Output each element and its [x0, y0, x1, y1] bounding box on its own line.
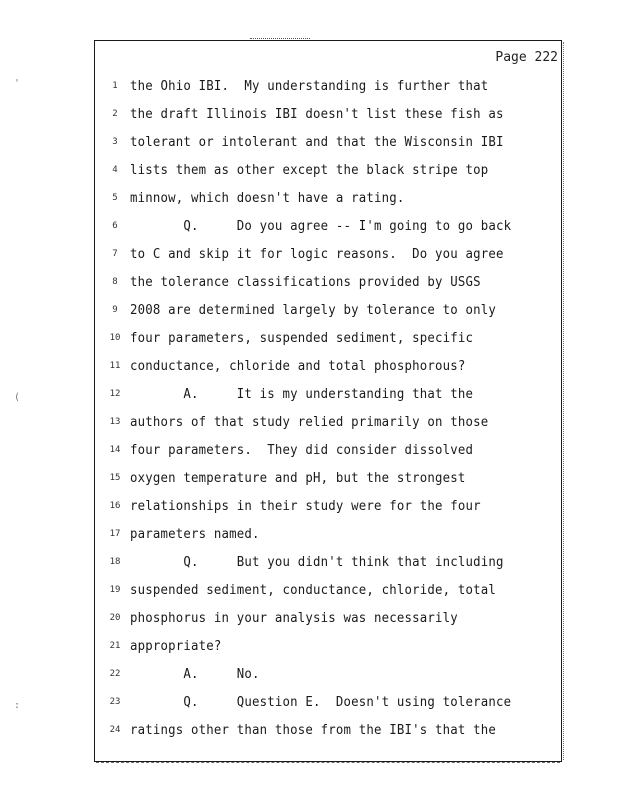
transcript-line: [100, 576, 560, 604]
line-text: A. It is my understanding that the: [130, 386, 474, 402]
scan-bottom-noise: [96, 758, 560, 763]
line-text: 2008 are determined largely by tolerance to only: [130, 302, 497, 318]
line-number: 5: [112, 193, 118, 203]
line-number: 3: [112, 137, 118, 147]
line-text: minnow, which doesn't have a rating.: [130, 190, 405, 206]
line-text: phosphorus in your analysis was necessarily: [130, 610, 458, 626]
line-number: 13: [109, 417, 121, 427]
line-number: 6: [112, 221, 118, 231]
line-number: 24: [109, 725, 121, 735]
line-number: 19: [109, 585, 121, 595]
transcript-line: [100, 492, 560, 520]
line-number: 18: [109, 557, 121, 567]
line-number: 7: [112, 249, 118, 259]
line-text: the tolerance classifications provided by USGS: [130, 274, 481, 290]
line-text: conductance, chloride and total phosphorous?: [130, 358, 466, 374]
transcript-line: [100, 100, 560, 128]
line-text: relationships in their study were for the four: [130, 498, 481, 514]
line-number: 23: [109, 697, 121, 707]
line-number: 8: [112, 277, 118, 287]
line-number: 4: [112, 165, 118, 175]
transcript-line: [100, 688, 560, 716]
line-text: oxygen temperature and pH, but the strongest: [130, 470, 466, 486]
line-number: 20: [109, 613, 121, 623]
line-text: tolerant or intolerant and that the Wisconsin IBI: [130, 134, 504, 150]
line-text: the Ohio IBI. My understanding is further that: [130, 78, 489, 94]
transcript-line: [100, 296, 560, 324]
line-text: A. No.: [130, 666, 260, 682]
transcript-line: [100, 240, 560, 268]
line-text: parameters named.: [130, 526, 260, 542]
transcript-line: [100, 464, 560, 492]
transcript-line: [100, 632, 560, 660]
line-text: the draft Illinois IBI doesn't list these fish as: [130, 106, 504, 122]
transcript-line: [100, 380, 560, 408]
line-number: 21: [109, 641, 121, 651]
line-text: four parameters, suspended sediment, specific: [130, 330, 474, 346]
transcript-line: [100, 716, 560, 744]
line-text: appropriate?: [130, 638, 222, 654]
line-text: four parameters. They did consider dissolved: [130, 442, 474, 458]
line-text: lists them as other except the black stripe top: [130, 162, 489, 178]
line-text: to C and skip it for logic reasons. Do you agree: [130, 246, 504, 262]
transcript-line: [100, 212, 560, 240]
line-number: 1: [112, 81, 118, 91]
line-number: 16: [109, 501, 121, 511]
margin-mark: :: [14, 700, 21, 711]
line-number: 15: [109, 473, 121, 483]
line-text: Q. But you didn't think that including: [130, 554, 504, 570]
line-number: 22: [109, 669, 121, 679]
transcript-line: [100, 408, 560, 436]
margin-mark: ': [14, 78, 21, 89]
transcript-line: [100, 72, 560, 100]
transcript-line: [100, 436, 560, 464]
transcript-line: [100, 268, 560, 296]
line-text: Q. Do you agree -- I'm going to go back: [130, 218, 512, 234]
line-number: 17: [109, 529, 121, 539]
margin-mark: (: [14, 392, 21, 403]
transcript-line: [100, 548, 560, 576]
transcript-line: [100, 324, 560, 352]
line-number: 10: [109, 333, 121, 343]
line-text: ratings other than those from the IBI's that the: [130, 722, 497, 738]
line-number: 9: [112, 305, 118, 315]
transcript-line: [100, 184, 560, 212]
transcript-line: [100, 604, 560, 632]
transcript-line: [100, 352, 560, 380]
line-text: suspended sediment, conductance, chloride, total: [130, 582, 497, 598]
line-text: Q. Question E. Doesn't using tolerance: [130, 694, 512, 710]
line-number: 14: [109, 445, 121, 455]
transcript-line: [100, 660, 560, 688]
transcript-line: [100, 520, 560, 548]
line-number: 11: [109, 361, 121, 371]
transcript-line: [100, 128, 560, 156]
line-number: 12: [109, 389, 121, 399]
transcript-line: [100, 156, 560, 184]
scan-edge-noise: [560, 42, 564, 760]
line-number: 2: [112, 109, 118, 119]
line-text: authors of that study relied primarily on those: [130, 414, 489, 430]
page-number: Page 222: [495, 50, 558, 65]
